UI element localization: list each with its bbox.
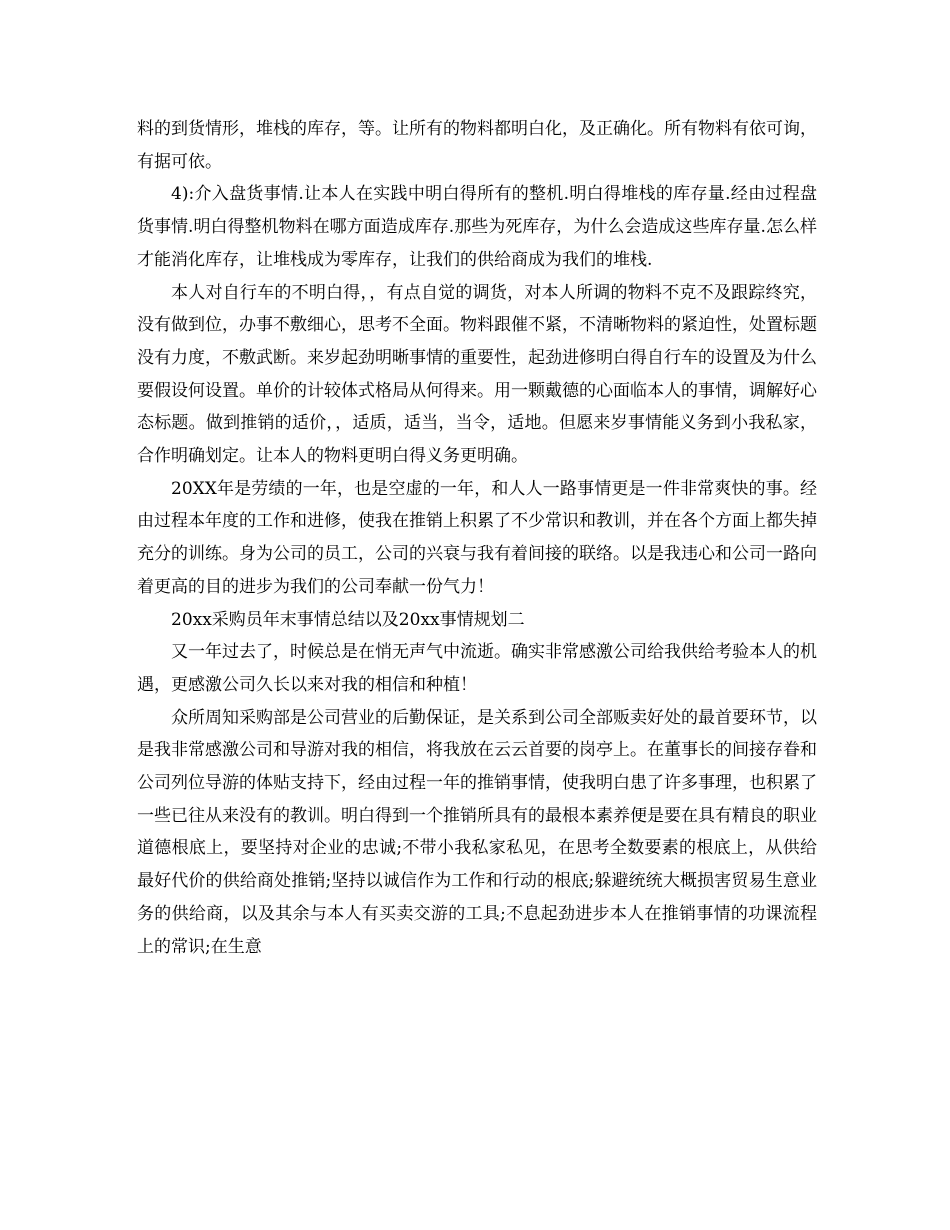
paragraph-year-summary: 20XX年是劳绩的一年，也是空虚的一年，和人人一路事情更是一件非常爽快的事。经由过程本年度的工作和进修，使我在推销上积累了不少常识和教训，并在各个方面上都失掉充分的训练。身为公司的员工，公司的兴衰与我有着间接的联络。以是我违心和公司一路向着更高的目的进步为我们的公司奉献一份气力！: [137, 478, 817, 597]
document-body: [137, 113, 817, 963]
paragraph-purchasing-dept: 众所周知采购部是公司营业的后勤保证，是关系到公司全部贩卖好处的最首要环节，以是我非常感激公司和导游对我的相信，将我放在云云首要的岗亭上。在董事长的间接存眷和公司列位导游的体贴支持下，经由过程一年的推销事情，使我明白患了许多事理，也积累了一些已往从来没有的教训。明白得到一个推销所具有的最根本素养便是要在具有精良的职业道德根底上，要坚持对企业的忠诚;不带小我私家私见，在思考全数要素的根底上，从供给最好代价的供给商处推销;坚持以诚信作为工作和行动的根底;躲避统统大概损害贸易生意业务的供给商，以及其余与本人有买卖交游的工具;不息起劲进步本人在推销事情的功课流程上的常识;在生意: [137, 707, 817, 957]
paragraph-self-review: 本人对自行车的不明白得，，有点自觉的调货，对本人所调的物料不克不及跟踪终究，没有做到位，办事不敷细心，思考不全面。物料跟催不紧，不清晰物料的紧迫性，处置标题没有力度，不敷武断。来岁起劲明晰事情的重要性，起劲进修明白得自行车的设置及为什么要假设何设置。单价的计较体式格局从何得来。用一颗戴德的心面临本人的事情，调解好心态标题。做到推销的适价，，适质，适当，当令，适地。但愿来岁事情能义务到小我私家，合作明确划定。让本人的物料更明白得义务更明确。: [137, 282, 817, 467]
paragraph-continuation: 料的到货情形，堆栈的库存，等。让所有的物料都明白化，及正确化。所有物料有依可询，有据可依。: [137, 119, 817, 172]
paragraph-another-year: 又一年过去了，时候总是在悄无声气中流逝。确实非常感激公司给我供给考验本人的机遇，更感激公司久长以来对我的相信和种植！: [137, 642, 817, 695]
paragraph-item-4: 4):介入盘货事情.让本人在实践中明白得所有的整机.明白得堆栈的库存量.经由过程盘货事情.明白得整机物料在哪方面造成库存.那些为死库存，为什么会造成这些库存量.怎么样才能消化库存，让堆栈成为零库存，让我们的供给商成为我们的堆栈.: [137, 184, 817, 270]
section-heading-two: 20xx采购员年末事情总结以及20xx事情规划二: [171, 609, 525, 630]
